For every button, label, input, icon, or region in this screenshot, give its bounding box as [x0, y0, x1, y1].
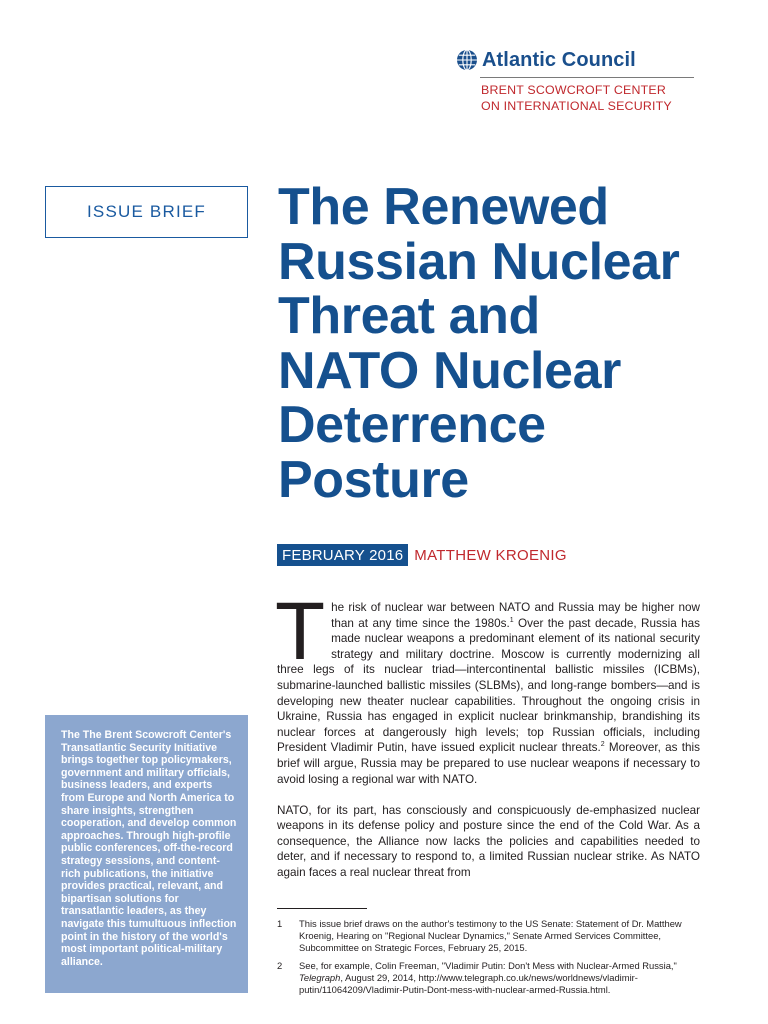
publication-name: Telegraph	[299, 972, 341, 984]
page-title	[278, 180, 748, 507]
org-subtitle-line-1: BRENT SCOWCROFT CENTER	[481, 83, 666, 97]
org-name: Atlantic Council	[482, 48, 636, 71]
footnote-text: See, for example, Colin Freeman, "Vladimir Putin: Don't Mess with Nuclear-Armed Russia," Telegraph, August 29, 2014, http://www.telegraph.co.uk/news/worldnews/vladimir-putin/11064209/Vladimir-Putin-Dont-mess-with-nuclear-armed-Russia.html.	[299, 960, 677, 995]
title-line: Posture	[278, 450, 469, 509]
sidebar-lead: The Brent Scowcroft Center's Transatlantic Security Initiative	[61, 729, 232, 754]
title-line: Threat and	[278, 287, 540, 345]
footnote-text: This issue brief draws on the author's testimony to the US Senate: Statement of Dr. Matthew Kroenig, Hearing on "Regional Nuclear Dynamics," Senate Armed Services Committee, Subcommittee on Strategic Forces, February 25, 2015.	[299, 918, 682, 953]
footnote-number: 1	[277, 918, 283, 929]
issue-brief-text: ISSUE BRIEF	[86, 202, 206, 221]
atlantic-council-logo	[456, 44, 696, 114]
footnotes	[277, 918, 707, 1003]
body-paragraph-1: The risk of nuclear war between NATO and Russia may be higher now than at any time since the 1980s.$^1$ Over the past decade, Russia has made nuclear weapons a predominant element of its national security strategy and military doctrine. Moscow is currently modernizing all three legs of its nuclear triad—intercontinental ballistic missiles (ICBMs), submarine-launched ballistic missiles (SLBMs), and long-range bombers—and is developing new theater nuclear capabilities. Throughout the ongoing crisis in Ukraine, Russia has engaged in explicit nuclear brinkmanship, brandishing its nuclear forces at dangerously high levels; top Russian officials, including President Vladimir Putin, have issued explicit nuclear threats.$^2$ Moreover, as this brief will argue, Russia may be prepared to use nuclear weapons if necessary to avoid losing a regional war with NATO.	[275, 586, 700, 786]
logo-row	[456, 44, 696, 76]
globe-icon	[456, 49, 478, 71]
issue-brief-label	[45, 186, 248, 238]
org-subtitle-line-2: ON INTERNATIONAL SECURITY	[481, 98, 672, 113]
title-line: The Renewed	[278, 178, 609, 236]
org-subtitle	[481, 83, 696, 114]
footnote-ref-1: 1	[509, 616, 514, 624]
publication-date: FEBRUARY 2016	[277, 544, 408, 566]
footnote-2	[277, 960, 707, 995]
footnote-1	[277, 918, 707, 953]
byline	[277, 543, 567, 567]
footnote-divider	[277, 908, 367, 909]
title-line: NATO Nuclear	[278, 341, 621, 400]
drop-cap: T	[275, 586, 326, 677]
footnote-ref-2: 2	[600, 741, 605, 749]
body-paragraph-2: NATO, for its part, has consciously and conspicuously de-emphasized nuclear weapons in its defense policy and posture since the end of the Cold War. As a consequence, the Alliance now lacks the policies and capabilities needed to deter, and if necessary to respond to, a limited Russian nuclear strike. As NATO again faces a real nuclear threat from	[277, 803, 700, 879]
logo-divider	[480, 77, 694, 78]
sidebar-initiative-box	[45, 715, 248, 993]
article-body	[275, 586, 700, 896]
sidebar-text: The The Brent Scowcroft Center's Transatlantic Security Initiative brings together top policymakers, government and military officials, business leaders, and experts from Europe and North America to share insights, strengthen cooperation, and develop common approaches. Through high-profile public conferences, off-the-record strategy sessions, and content-rich publications, the initiative provides practical, relevant, and bipartisan solutions for transatlantic leaders, as they navigate this tumultuous inflection point in the history of the world's most important political-military alliance.	[61, 729, 237, 968]
title-line: Deterrence	[278, 396, 546, 454]
footnote-number: 2	[277, 960, 283, 972]
author-name: MATTHEW KROENIG	[414, 546, 567, 564]
title-line: Russian Nuclear	[278, 232, 680, 291]
